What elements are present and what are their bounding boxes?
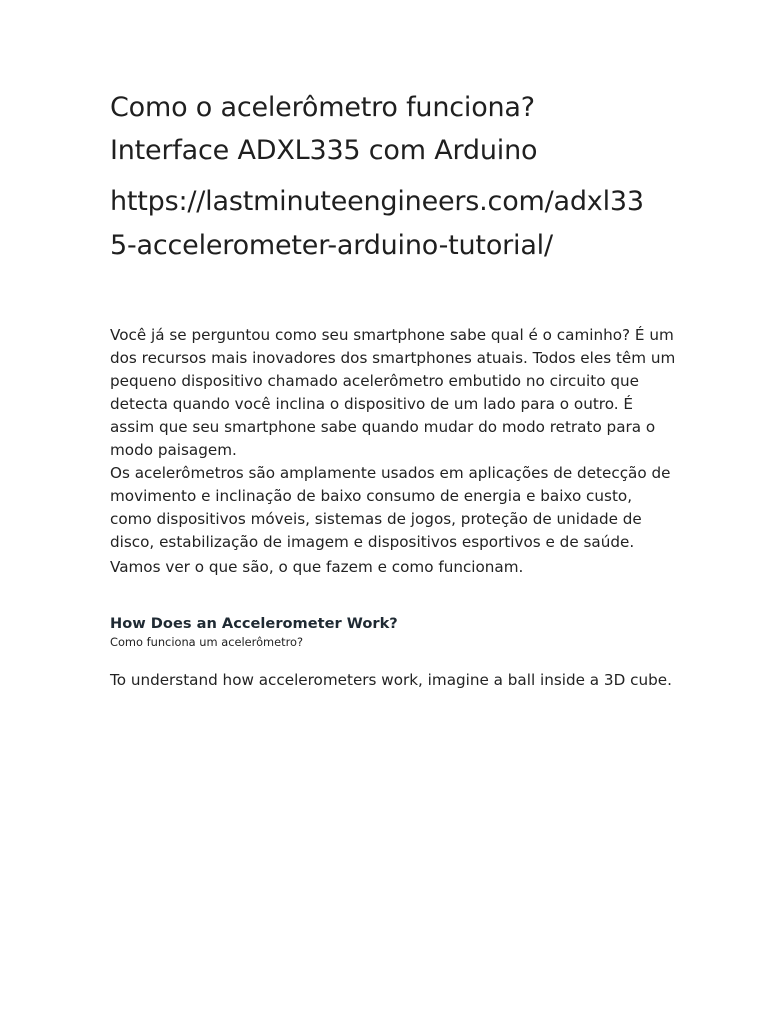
url-line-1: https://lastminuteengineers.com/adxl33 bbox=[110, 186, 644, 217]
paragraph-line: movimento e inclinação de baixo consumo de energia e baixo custo, bbox=[110, 487, 633, 505]
title-line-1: Como o acelerômetro funciona? bbox=[110, 92, 535, 123]
url-line-2: 5-accelerometer-arduino-tutorial/ bbox=[110, 230, 553, 261]
paragraph-line: disco, estabilização de imagem e dispositivos esportivos e de saúde. bbox=[110, 533, 635, 551]
paragraph-applications bbox=[110, 462, 670, 554]
paragraph-line: pequeno dispositivo chamado acelerômetro embutido no circuito que bbox=[110, 372, 639, 390]
paragraph-lets-see: Vamos ver o que são, o que fazem e como funcionam. bbox=[110, 558, 524, 576]
title-line-2: Interface ADXL335 com Arduino bbox=[110, 135, 538, 166]
paragraph-line: assim que seu smartphone sabe quando mudar do modo retrato para o bbox=[110, 418, 656, 436]
document-title bbox=[110, 86, 670, 172]
document-page bbox=[110, 86, 676, 692]
paragraph-line: Os acelerômetros são amplamente usados em aplicações de detecção de bbox=[110, 464, 671, 482]
paragraph-intro bbox=[110, 324, 676, 462]
paragraph-line: detecta quando você inclina o dispositivo de um lado para o outro. É bbox=[110, 395, 633, 413]
paragraph-line: Você já se perguntou como seu smartphone sabe qual é o caminho? É um bbox=[110, 326, 674, 344]
paragraph-line: dos recursos mais inovadores dos smartphones atuais. Todos eles têm um bbox=[110, 349, 676, 367]
section-subheading: Como funciona um acelerômetro? bbox=[110, 635, 304, 649]
paragraph-line: como dispositivos móveis, sistemas de jogos, proteção de unidade de bbox=[110, 510, 642, 528]
paragraph-ball-cube: To understand how accelerometers work, imagine a ball inside a 3D cube. bbox=[110, 671, 672, 689]
section-heading: How Does an Accelerometer Work? bbox=[110, 615, 398, 632]
source-url bbox=[110, 180, 670, 268]
paragraph-line: modo paisagem. bbox=[110, 441, 237, 459]
